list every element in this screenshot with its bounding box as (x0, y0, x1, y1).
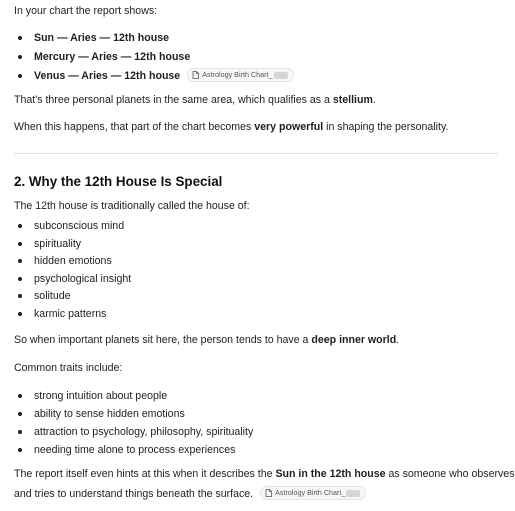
section-lead: The 12th house is traditionally called the house of: (14, 200, 250, 212)
intro-lead: In your chart the report shows: (14, 5, 158, 17)
text: as someone who observes (385, 468, 515, 480)
text: So when important planets sit here, the person tends to have a (14, 334, 312, 346)
report-paragraph-line2 (14, 487, 366, 501)
list-item: needing time alone to process experiences (14, 443, 253, 461)
list-item: spirituality (14, 237, 131, 255)
list-item: Mercury — Aries — 12th house (14, 50, 494, 69)
list-item: psychological insight (14, 272, 131, 290)
emphasis: Sun in the 12th house (275, 468, 386, 480)
list-item: attraction to psychology, philosophy, spirituality (14, 425, 253, 443)
citation-label: Astrology Birth Chart_ (275, 488, 346, 498)
text: . (372, 94, 376, 106)
list-item: ability to sense hidden emotions (14, 407, 253, 425)
list-item: Sun — Aries — 12th house (14, 31, 494, 50)
themes-list (14, 219, 131, 325)
list-item: karmic patterns (14, 307, 131, 325)
citation-chip[interactable] (187, 68, 293, 82)
emphasis: deep inner world (311, 334, 397, 346)
text: That's three personal planets in the same area, which qualifies as a (14, 94, 333, 106)
text: When this happens, that part of the chart becomes (14, 121, 255, 133)
citation-label: Astrology Birth Chart_ (202, 70, 273, 80)
list-item: strong intuition about people (14, 389, 253, 407)
text: . (396, 334, 400, 346)
emphasis: very powerful (254, 121, 324, 133)
document-icon (265, 489, 272, 497)
list-item (14, 69, 494, 88)
traits-list (14, 389, 253, 461)
text: The report itself even hints at this when it describes the (14, 468, 276, 480)
text: and tries to understand things beneath the surface. (14, 488, 254, 500)
citation-chip[interactable] (260, 486, 366, 500)
section-heading: 2. Why the 12th House Is Special (14, 174, 223, 189)
list-item: subconscious mind (14, 219, 131, 237)
section-divider (14, 153, 498, 154)
stellium-term: stellium (332, 94, 373, 106)
powerful-paragraph (14, 120, 448, 134)
stellium-paragraph (14, 93, 376, 107)
text: in shaping the personality. (323, 121, 449, 133)
list-item: hidden emotions (14, 254, 131, 272)
traits-lead: Common traits include: (14, 362, 123, 374)
list-item: solitude (14, 289, 131, 307)
report-paragraph (14, 467, 515, 481)
citation-blurred-text (274, 72, 288, 79)
placements-list (14, 31, 494, 88)
placement-text: Venus — Aries — 12th house (34, 70, 181, 82)
inner-world-paragraph (14, 333, 399, 347)
document-icon (192, 71, 199, 79)
citation-blurred-text (346, 490, 360, 497)
